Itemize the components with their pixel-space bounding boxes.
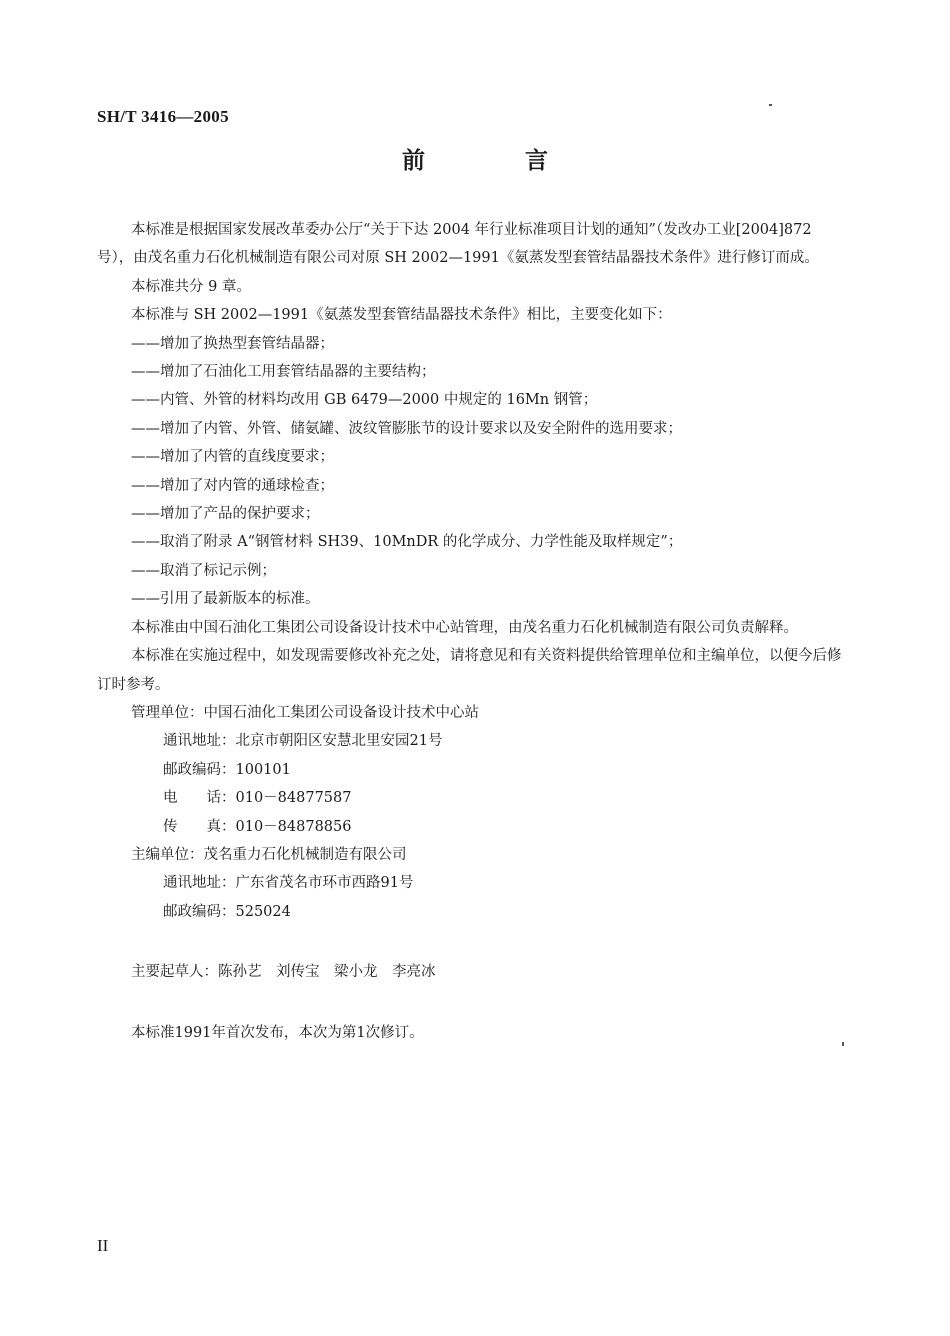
change-item: ——增加了产品的保护要求； xyxy=(131,506,320,523)
chapter-count-paragraph: 本标准共分 9 章。 xyxy=(131,278,251,295)
management-info xyxy=(97,699,849,841)
page-number: II xyxy=(97,1236,109,1255)
page-title: 前 言 xyxy=(401,148,594,174)
management-phone: 电 话：010－84877587 xyxy=(163,790,352,807)
editor-address: 通讯地址：广东省茂名市环市西路91号 xyxy=(163,875,414,892)
editor-postcode: 邮政编码：525024 xyxy=(163,903,291,920)
editor-info xyxy=(97,841,849,926)
change-item: ——取消了附录 A“钢管材料 SH39、10MnDR 的化学成分、力学性能及取样规定”； xyxy=(131,534,683,551)
management-address: 通讯地址：北京市朝阳区安慧北里安园21号 xyxy=(163,733,443,750)
scan-speck xyxy=(842,1042,844,1046)
spacer xyxy=(97,926,849,958)
change-item: ——增加了内管的直线度要求； xyxy=(131,449,334,466)
changes-intro-paragraph: 本标准与 SH 2002—1991《氨蒸发型套管结晶器技术条件》相比，主要变化如下： xyxy=(131,307,672,324)
drafters-line: 主要起草人：陈孙艺 刘传宝 梁小龙 李亮冰 xyxy=(131,964,436,981)
management-postcode: 邮政编码：100101 xyxy=(163,761,291,778)
revision-history: 本标准1991年首次发布，本次为第1次修订。 xyxy=(131,1024,424,1041)
change-item: ——增加了石油化工用套管结晶器的主要结构； xyxy=(131,364,436,381)
change-item: ——增加了换热型套管结晶器； xyxy=(131,335,334,352)
change-item: ——引用了最新版本的标准。 xyxy=(131,591,320,608)
management-paragraph: 本标准由中国石油化工集团公司设备设计技术中心站管理，由茂名重力石化机械制造有限公司负责解释。 xyxy=(131,619,798,636)
change-item: ——内管、外管的材料均改用 GB 6479—2000 中规定的 16Mn 钢管； xyxy=(131,392,598,409)
scan-speck xyxy=(769,104,772,106)
standard-code: SH/T 3416—2005 xyxy=(97,107,229,126)
changes-list xyxy=(97,330,849,614)
document-body xyxy=(97,216,849,1047)
spacer xyxy=(97,987,849,1019)
change-item: ——增加了内管、外管、储氨罐、波纹管膨胀节的设计要求以及安全附件的选用要求； xyxy=(131,420,682,437)
intro-paragraph: 本标准是根据国家发展改革委办公厅“关于下达 2004 年行业标准项目计划的通知”（发改办工业[2004]872 号），由茂名重力石化机械制造有限公司对原 SH 2002—1991《氨蒸发型套管结晶器技术条件》进行修订而成。 xyxy=(97,222,819,267)
editor-unit: 主编单位：茂名重力石化机械制造有限公司 xyxy=(131,846,407,863)
management-unit: 管理单位：中国石油化工集团公司设备设计技术中心站 xyxy=(131,704,479,721)
management-fax: 传 真：010－84878856 xyxy=(163,818,352,835)
change-item: ——取消了标记示例； xyxy=(131,562,276,579)
change-item: ——增加了对内管的通球检查； xyxy=(131,477,334,494)
feedback-paragraph: 本标准在实施过程中，如发现需要修改补充之处，请将意见和有关资料提供给管理单位和主编单位，以便今后修订时参考。 xyxy=(97,648,842,693)
